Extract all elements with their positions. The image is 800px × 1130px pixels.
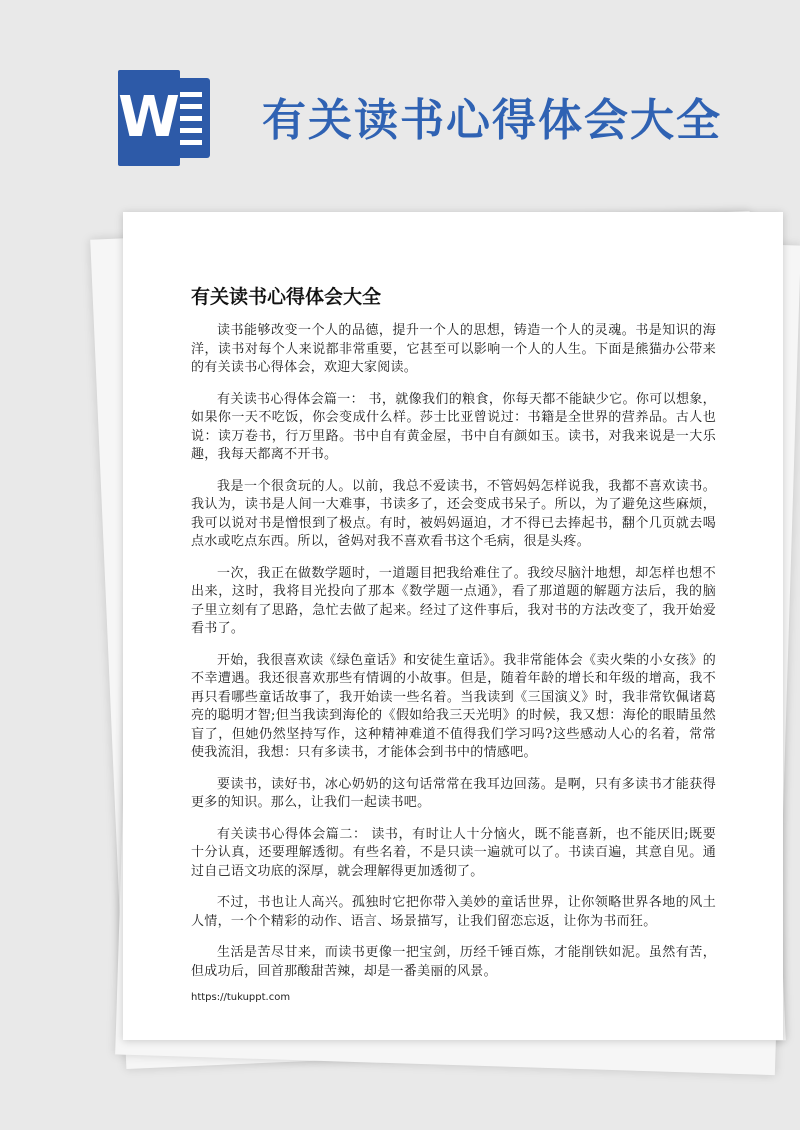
paragraph: 我是一个很贪玩的人。以前，我总不爱读书，不管妈妈怎样说我，我都不喜欢读书。我认为，读书是人间一大难事，书读多了，还会变成书呆子。所以，为了避免这些麻烦，我可以说对书是憎恨到了极点。有时，被妈妈逼迫，才不得已去捧起书，翻个几页就去喝点水或吃点东西。所以，爸妈对我不喜欢看书这个毛病，很是头疼。 (191, 478, 716, 549)
word-document-icon (118, 70, 214, 166)
paragraph: 要读书，读好书，冰心奶奶的这句话常常在我耳边回荡。是啊，只有多读书才能获得更多的知识。那么，让我们一起读书吧。 (191, 776, 716, 810)
footer-url: https://tukuppt.com (191, 992, 291, 1003)
document-body (191, 322, 716, 994)
banner (0, 0, 800, 200)
paragraph: 读书能够改变一个人的品德，提升一个人的思想，铸造一个人的灵魂。书是知识的海洋，读书对每个人来说都非常重要，它甚至可以影响一个人的人生。下面是熊猫办公带来的有关读书心得体会，欢迎大家阅读。 (191, 323, 716, 375)
word-icon-letter: W (118, 70, 180, 166)
document-page (123, 212, 783, 1040)
paragraph: 有关读书心得体会篇一： 书，就像我们的粮食，你每天都不能缺少它。你可以想象，如果你一天不吃饭，你会变成什么样。莎士比亚曾说过：书籍是全世界的营养品。古人也说：读万卷书，行万里路。书中自有黄金屋，书中自有颜如玉。读书，对我来说是一大乐趣，我每天都离不开书。 (191, 391, 716, 462)
paragraph: 不过，书也让人高兴。孤独时它把你带入美妙的童话世界，让你领略世界各地的风土人情，一个个精彩的动作、语言、场景描写，让我们留恋忘返，让你为书而狂。 (191, 895, 716, 929)
document-title: 有关读书心得体会大全 (191, 286, 382, 308)
paragraph: 开始，我很喜欢读《绿色童话》和安徒生童话》。我非常能体会《卖火柴的小女孩》的不幸遭遇。我还很喜欢那些有情调的小故事。但是，随着年龄的增长和年级的增高，我不再只看哪些童话故事了，我开始读一些名着。当我读到《三国演义》时，我非常钦佩诸葛亮的聪明才智;但当我读到海伦的《假如给我三天光明》的时候，我又想：海伦的眼睛虽然盲了，但她仍然坚持写作，这种精神难道不值得我们学习吗?这些感动人心的名着，常常使我流泪，我想：只有多读书，才能体会到书中的情感吧。 (191, 652, 716, 760)
paragraph: 一次，我正在做数学题时，一道题目把我给难住了。我绞尽脑汁地想，却怎样也想不出来，这时，我将目光投向了那本《数学题一点通》，看了那道题的解题方法后，我的脑子里立刻有了思路，急忙去做了起来。经过了这件事后，我对书的方法改变了，我开始爱看书了。 (191, 565, 716, 636)
banner-title: 有关读书心得体会大全 (262, 95, 722, 146)
paragraph: 生活是苦尽甘来，而读书更像一把宝剑，历经千锤百炼，才能削铁如泥。虽然有苦，但成功后，回首那酸甜苦辣，却是一番美丽的风景。 (191, 945, 716, 979)
paragraph: 有关读书心得体会篇二： 读书，有时让人十分恼火，既不能喜新，也不能厌旧;既要十分认真，还要理解透彻。有些名着，不是只读一遍就可以了。书读百遍，其意自见。通过自己语文功底的深厚，就会理解得更加透彻了。 (191, 826, 716, 879)
